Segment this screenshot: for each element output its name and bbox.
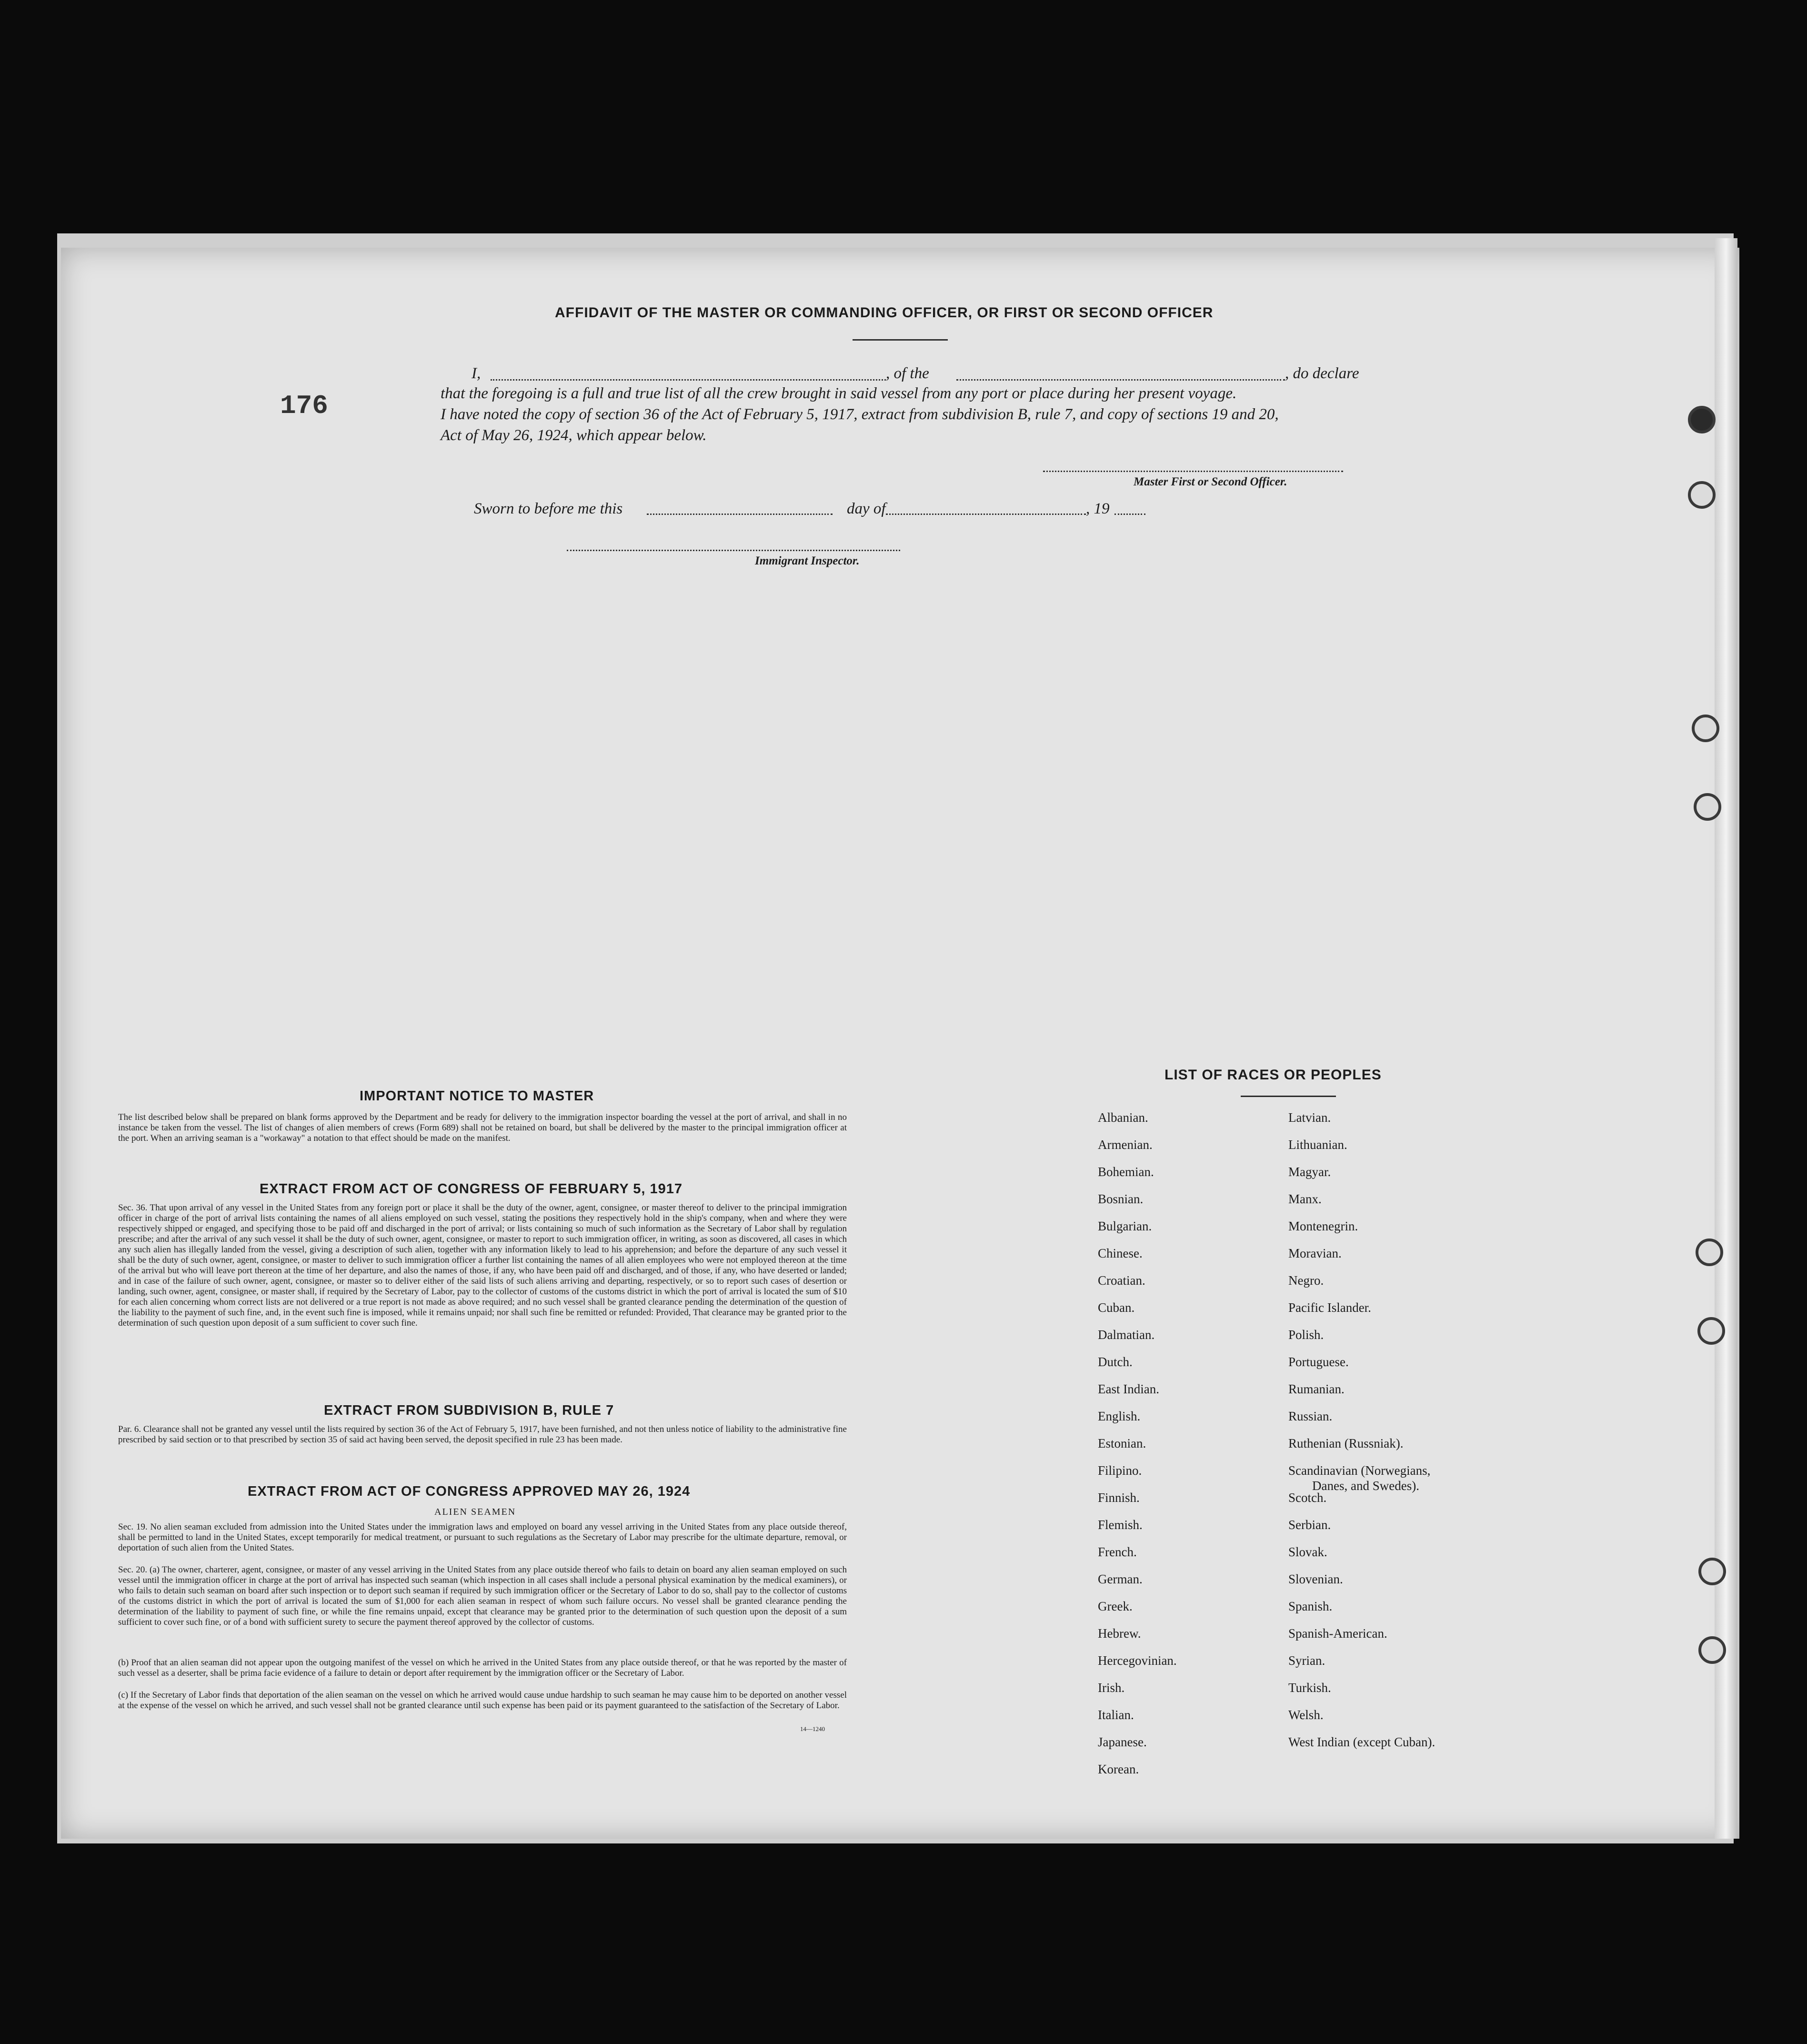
sworn-year: , 19	[1086, 500, 1110, 517]
race-item: Spanish-American.	[1288, 1626, 1387, 1641]
affidavit-line-2: that the foregoing is a full and true list of all the crew brought in said vessel from any port or place during her present voyage.	[441, 385, 1237, 402]
inspector-label: Immigrant Inspector.	[755, 554, 860, 567]
race-item: Dutch.	[1098, 1355, 1133, 1369]
sworn-day-blank[interactable]	[647, 514, 833, 515]
race-item: Croatian.	[1098, 1273, 1145, 1288]
race-item: Albanian.	[1098, 1110, 1148, 1125]
race-item: Flemish.	[1098, 1518, 1143, 1532]
race-item: Cuban.	[1098, 1300, 1135, 1315]
affidavit-line-3: I have noted the copy of section 36 of the Act of February 5, 1917, extract from subdivision B, rule 7, and copy of sections 19 and 20,	[441, 406, 1279, 423]
vessel-blank[interactable]	[956, 379, 1285, 381]
race-item: Ruthenian (Russniak).	[1288, 1436, 1404, 1450]
affidavit-title: AFFIDAVIT OF THE MASTER OR COMMANDING OFFICER, OR FIRST OR SECOND OFFICER	[555, 305, 1214, 321]
race-item: Russian.	[1288, 1409, 1333, 1423]
race-item: Manx.	[1288, 1192, 1322, 1206]
race-item: Scotch.	[1288, 1490, 1327, 1505]
race-item: Montenegrin.	[1288, 1219, 1358, 1233]
sec-20c-text: (c) If the Secretary of Labor finds that deportation of the alien seaman on the vessel on which he arrived would cause undue hardship to such seaman he may cause him to be deported on another vessel at the expense of the vessel on which he arrived, and such vessel shall not be granted clearance until such expense has been paid or its payment guaranteed to the satisfaction of the Secretary of Labor.	[118, 1690, 847, 1711]
punch-hole	[1698, 1558, 1726, 1585]
sheet-edge	[1715, 238, 1737, 1839]
race-item: Dalmatian.	[1098, 1328, 1155, 1342]
race-item: Danes, and Swedes).	[1312, 1479, 1419, 1493]
races-title: LIST OF RACES OR PEOPLES	[1165, 1067, 1382, 1083]
race-item: Serbian.	[1288, 1518, 1331, 1532]
race-item: Syrian.	[1288, 1653, 1325, 1668]
race-item: West Indian (except Cuban).	[1288, 1735, 1436, 1749]
race-item: Bosnian.	[1098, 1192, 1144, 1206]
sworn-day-of: day of	[847, 500, 886, 517]
name-blank[interactable]	[491, 379, 886, 381]
race-item: Chinese.	[1098, 1246, 1143, 1260]
race-item: Hercegovinian.	[1098, 1653, 1177, 1668]
subdivision-b-title: EXTRACT FROM SUBDIVISION B, RULE 7	[324, 1403, 614, 1418]
race-item: Slovak.	[1288, 1545, 1327, 1559]
title-underline	[853, 339, 948, 341]
race-item: Magyar.	[1288, 1165, 1331, 1179]
race-item: Spanish.	[1288, 1599, 1333, 1613]
race-item: Italian.	[1098, 1708, 1134, 1722]
race-item: Estonian.	[1098, 1436, 1146, 1450]
punch-hole	[1688, 481, 1716, 509]
notice-text: The list described below shall be prepared on blank forms approved by the Department and be ready for delivery to the immigration inspector boarding the vessel at the port of arrival, and shall in no instance be taken from the vessel. The list of changes of alien members of crews (Form 689) shall not be retained on board, but shall be delivered by the master to the principal immigration officer at the port. When an arriving seaman is a "workaway" a notation to that effect should be made on the manifest.	[118, 1112, 847, 1143]
sec-19-text: Sec. 19. No alien seaman excluded from admission into the United States under the immigration laws and employed on board any vessel arriving in the United States from any place outside thereof, shall be permitted to land in the United States, except temporarily for medical treatment, or pursuant to such regulations as the Secretary of Labor may prescribe for the ultimate departure, removal, or deportation of such alien from the United States.	[118, 1522, 847, 1553]
extract-1917-text: Sec. 36. That upon arrival of any vessel in the United States from any foreign port or place it shall be the duty of the owner, agent, consignee, or master thereof to deliver to the principal immigration officer in charge of the port of arrival lists containing the names of all aliens employed on such vessel, stating the positions they respectively hold in the ship's company, when and where they were respectively shipped or engaged, and specifying those to be paid off and discharged in the port of arrival; or lists containing so much of such information as the Secretary of Labor shall by regulation prescribe; and after the arrival of any such vessel it shall be the duty of such owner, agent, consignee, or master to report to such immigration officer, in writing, as soon as discovered, all cases in which any such alien has illegally landed from the vessel, giving a description of such alien, together with any information likely to lead to his apprehension; and before the departure of any such vessel it shall be the duty of such owner, agent, consignee, or master to deliver to such immigration officer a further list containing the names of all alien employees who were not employed thereon at the time of the arrival but who will leave port thereon at the time of her departure, and also the names of those, if any, who have been paid off and discharged, and of those, if any, who have deserted or landed; and in case of the failure of such owner, agent, consignee, or master so to deliver either of the said lists of such aliens arriving and departing, respectively, or so to report such cases of desertion or landing, such owner, agent, consignee, or master shall, if required by the Secretary of Labor, pay to the collector of customs of the customs district in which the port of arrival is located the sum of $10 for each alien concerning whom correct lists are not delivered or a true report is not made as above required; and no such vessel shall be granted clearance pending the determination of the question of the liability to the payment of such fine, and, in the event such fine is imposed, while it remains unpaid; nor shall such fine be remitted or refunded: Provided, That clearance may be granted prior to the determination of such question upon deposit of a sum sufficient to cover such fine.	[118, 1203, 847, 1328]
race-item: Moravian.	[1288, 1246, 1342, 1260]
affidavit-of-the-label: , of the	[886, 365, 929, 382]
race-item: Armenian.	[1098, 1138, 1153, 1152]
form-code: 14—1240	[800, 1725, 825, 1732]
race-item: Bulgarian.	[1098, 1219, 1152, 1233]
affidavit-line-4: Act of May 26, 1924, which appear below.	[441, 427, 707, 444]
race-item: Greek.	[1098, 1599, 1133, 1613]
race-item: Japanese.	[1098, 1735, 1147, 1749]
race-item: Rumanian.	[1288, 1382, 1345, 1396]
punch-hole	[1692, 715, 1719, 742]
race-item: English.	[1098, 1409, 1141, 1423]
extract-1924-title: EXTRACT FROM ACT OF CONGRESS APPROVED MAY 26, 1924	[248, 1484, 691, 1499]
race-item: Pacific Islander.	[1288, 1300, 1371, 1315]
race-item: Latvian.	[1288, 1110, 1331, 1125]
race-item: French.	[1098, 1545, 1137, 1559]
race-item: Turkish.	[1288, 1681, 1331, 1695]
punch-hole	[1696, 1238, 1723, 1266]
punch-hole	[1694, 793, 1721, 821]
race-item: Hebrew.	[1098, 1626, 1141, 1641]
race-item: Slovenian.	[1288, 1572, 1343, 1586]
race-item: Welsh.	[1288, 1708, 1324, 1722]
punch-hole	[1698, 1636, 1726, 1664]
affidavit-i-label: I,	[472, 365, 481, 382]
race-item: Korean.	[1098, 1762, 1139, 1776]
race-item: Finnish.	[1098, 1490, 1140, 1505]
race-item: Polish.	[1288, 1328, 1324, 1342]
race-item: Portuguese.	[1288, 1355, 1349, 1369]
race-item: Negro.	[1288, 1273, 1324, 1288]
race-item: German.	[1098, 1572, 1143, 1586]
notice-title: IMPORTANT NOTICE TO MASTER	[360, 1088, 594, 1104]
handwritten-number: 176	[280, 391, 328, 421]
punch-hole	[1688, 406, 1716, 433]
race-item: Lithuanian.	[1288, 1138, 1347, 1152]
sec-20b-text: (b) Proof that an alien seaman did not appear upon the outgoing manifest of the vessel on which he arrived in the United States from any place outside thereof, or that he was reported by the master of such vessel as a deserter, shall be prima facie evidence of a failure to detain or deport after requirement by the immigration officer or the Secretary of Labor.	[118, 1658, 847, 1678]
sec-20a-text: Sec. 20. (a) The owner, charterer, agent, consignee, or master of any vessel arriving in the United States from any place outside thereof who fails to detain on board any alien seaman employed on such vessel until the immigration officer in charge at the port of arrival has inspected such seaman (which inspection in all cases shall include a personal physical examination by the medical examiners), or who fails to detain such seaman on board after such inspection or to deport such seaman if required by such immigration officer or the Secretary of Labor to do so, shall pay to the collector of customs of the customs district in which the port of arrival is located the sum of $1,000 for each alien seaman in respect of whom such failure occurs. No vessel shall be granted clearance pending the determination of the liability to payment of such fine, or while the fine remains unpaid, except that clearance may be granted prior to the determination of such question upon the deposit of a sum sufficient to cover such fine, or of a bond with sufficient surety to secure the payment thereof approved by the collector of customs.	[118, 1565, 847, 1627]
race-item: Filipino.	[1098, 1463, 1142, 1478]
affidavit-declare-label: , do declare	[1285, 365, 1359, 382]
alien-seamen-subtitle: ALIEN SEAMEN	[434, 1507, 516, 1517]
punch-hole	[1697, 1317, 1725, 1345]
race-item: Scandinavian (Norwegians,	[1288, 1463, 1431, 1478]
subdivision-b-text: Par. 6. Clearance shall not be granted any vessel until the lists required by section 36 of the Act of February 5, 1917, have been furnished, and not then unless notice of liability to the administrative fine prescribed by said section or to that prescribed by section 35 of said act having been served, the deposit specified in rule 23 has been made.	[118, 1424, 847, 1445]
sworn-prefix: Sworn to before me this	[474, 500, 623, 517]
race-item: East Indian.	[1098, 1382, 1159, 1396]
race-item: Irish.	[1098, 1681, 1125, 1695]
extract-1917-title: EXTRACT FROM ACT OF CONGRESS OF FEBRUARY 5, 1917	[260, 1181, 683, 1197]
sworn-year-blank[interactable]	[1114, 514, 1145, 515]
races-title-underline	[1241, 1096, 1336, 1097]
master-signature-label: Master First or Second Officer.	[1134, 475, 1287, 488]
race-item: Bohemian.	[1098, 1165, 1154, 1179]
sworn-month-blank[interactable]	[886, 514, 1086, 515]
